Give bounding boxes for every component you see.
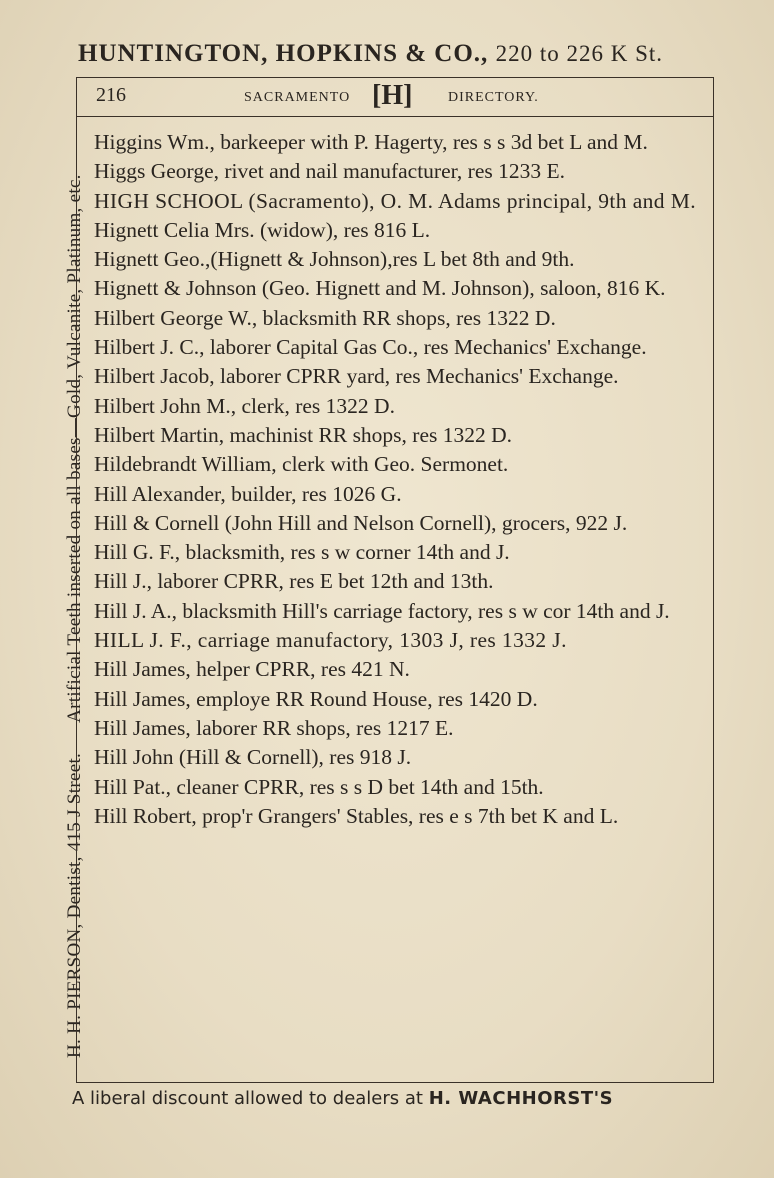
page-header xyxy=(76,77,714,117)
directory-entry: Hill J. A., blacksmith Hill's carriage factory, res s w cor 14th and J. xyxy=(94,598,670,623)
directory-entry: Hildebrandt William, clerk with Geo. Sermonet. xyxy=(94,452,509,477)
directory-entry: Higgins Wm., barkeeper with P. Hagerty, res s s 3d bet L and M. xyxy=(94,130,648,154)
directory-entry: HIGH SCHOOL (Sacramento), O. M. Adams principal, 9th and M. xyxy=(94,188,697,213)
firm-address: 220 to 226 K St. xyxy=(495,41,663,66)
header-directory: DIRECTORY. xyxy=(448,90,539,105)
directory-entry: Hill J., laborer CPRR, res E bet 12th and 13th. xyxy=(94,569,494,594)
directory-entry: Hill Pat., cleaner CPRR, res s s D bet 14th and 15th. xyxy=(94,774,544,799)
directory-entry: Hilbert George W., blacksmith RR shops, res 1322 D. xyxy=(94,305,556,330)
side-ad-dentist: H. H. PIERSON, Dentist, 415 J Street. xyxy=(64,752,85,1058)
header-city: SACRAMENTO xyxy=(244,90,351,105)
directory-entry: Hilbert Martin, machinist RR shops, res 1322 D. xyxy=(94,422,513,447)
directory-entry: Hill James, laborer RR shops, res 1217 E. xyxy=(94,715,454,740)
running-head xyxy=(78,40,728,68)
directory-entry: Hill Robert, prop'r Grangers' Stables, res e s 7th bet K and L. xyxy=(94,803,619,828)
page-number: 216 xyxy=(96,84,126,106)
directory-entry: Hill James, helper CPRR, res 421 N. xyxy=(94,657,410,682)
directory-entry: Hilbert J. C., laborer Capital Gas Co., res Mechanics' Exchange. xyxy=(94,335,647,360)
header-letter: [H] xyxy=(372,80,413,111)
firm-name: HUNTINGTON, HOPKINS & CO., xyxy=(78,40,489,67)
directory-entry: Hignett & Johnson (Geo. Hignett and M. Johnson), saloon, 816 K. xyxy=(94,276,666,301)
directory-entry: Hill Alexander, builder, res 1026 G. xyxy=(94,481,402,506)
footer-advertisement xyxy=(72,1088,722,1109)
directory-entry: Higgs George, rivet and nail manufacturer, res 1233 E. xyxy=(94,159,565,184)
directory-entry: HILL J. F., carriage manufactory, 1303 J, res 1332 J. xyxy=(94,628,567,653)
directory-entry: Hill John (Hill & Cornell), res 918 J. xyxy=(94,745,412,770)
footer-text: A liberal discount allowed to dealers at xyxy=(72,1088,423,1109)
directory-entry: Hilbert Jacob, laborer CPRR yard, res Mechanics' Exchange. xyxy=(94,364,619,389)
directory-entry: Hill James, employe RR Round House, res 1420 D. xyxy=(94,686,538,711)
directory-entries xyxy=(94,128,700,831)
side-ad-teeth: Artificial Teeth inserted on all bases—Gold, Vulcanite, Platinum, etc. xyxy=(64,174,85,723)
directory-entry: Hill & Cornell (John Hill and Nelson Cornell), grocers, 922 J. xyxy=(94,510,628,535)
directory-entry: Hill G. F., blacksmith, res s w corner 14th and J. xyxy=(94,540,510,565)
directory-entry: Hignett Celia Mrs. (widow), res 816 L. xyxy=(94,217,431,242)
directory-entry: Hilbert John M., clerk, res 1322 D. xyxy=(94,393,395,418)
directory-entry: Hignett Geo.,(Hignett & Johnson),res L bet 8th and 9th. xyxy=(94,247,575,272)
footer-store: H. WACHHORST'S xyxy=(428,1088,614,1109)
